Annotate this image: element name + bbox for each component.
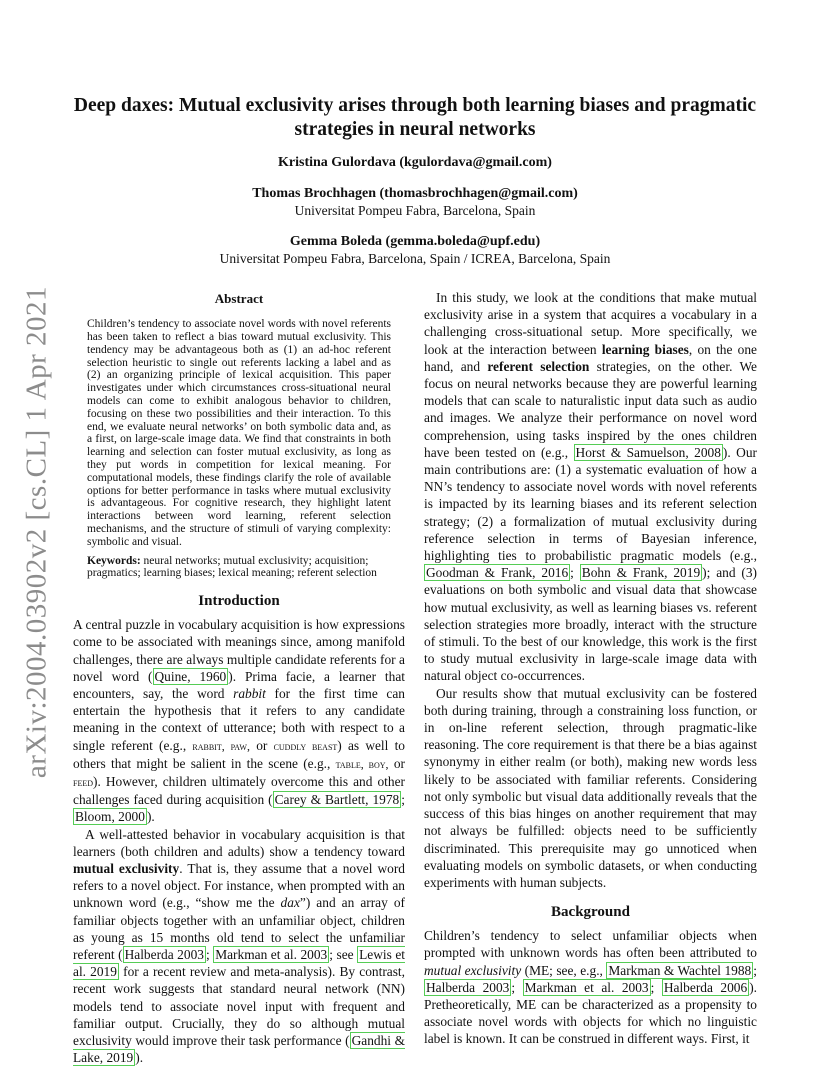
emphasis: rabbit	[233, 685, 266, 701]
citation-link[interactable]: Quine, 1960	[154, 668, 227, 684]
intro-paragraph-1	[73, 616, 405, 825]
author-block	[70, 185, 760, 219]
text-run: ;	[650, 979, 662, 995]
text-run: Children’s tendency to select unfamiliar objects when prompted with unknown words has often been attributed to	[424, 928, 757, 961]
text-run: In this study, we look at the conditions that make mutual exclusivity arise in a system that acquires a vocabulary in a challenging cross-situational setup. More specifically, we look at the interaction between	[424, 290, 757, 357]
emphasis: mutual exclusivity	[424, 962, 522, 978]
emphasis: dax	[280, 895, 300, 911]
small-caps: rabbit, paw,	[192, 738, 250, 753]
text-run: ;	[753, 962, 757, 978]
text-run: ;	[511, 979, 523, 995]
author-block	[70, 154, 760, 171]
citation-link[interactable]: Markman et al. 2003	[215, 947, 328, 962]
author-name: Thomas Brochhagen (thomasbrochhagen@gmail.com)	[252, 186, 578, 201]
citation-link[interactable]: Halberda 2006	[663, 979, 748, 995]
text-run: ).	[135, 1050, 144, 1066]
text-run: A central puzzle in vocabulary acquisition is how expressions come to be associated with meanings since, among manifold challenges, there are always multiple candidate referents for a novel word (	[73, 617, 405, 684]
intro-paragraph-2	[73, 826, 405, 1067]
citation-link[interactable]: Bloom, 2000	[75, 809, 145, 825]
text-run: ;	[401, 792, 405, 808]
keywords-label: Keywords:	[87, 554, 141, 567]
right-column	[424, 289, 757, 1048]
arxiv-identifier: arXiv:2004.03902v2 [cs.CL] 1 Apr 2021	[20, 285, 53, 779]
citation-link[interactable]: Horst & Samuelson, 2008	[575, 444, 721, 460]
citation-link[interactable]: Bohn & Frank, 2019	[581, 565, 701, 581]
left-column	[73, 290, 405, 1066]
arxiv-stamp	[20, 285, 54, 779]
text-run: ; see	[329, 947, 358, 962]
text-run: ). Prima facie, a learner that encounters, say, the word	[73, 668, 406, 701]
body-paragraph-1	[424, 289, 757, 685]
paper-header	[70, 94, 760, 281]
text-run: ). However, children ultimately overcome this and other challenges faced during acquisition (	[73, 773, 405, 808]
text-run: for a recent review and meta-analysis). By contrast, recent work suggests that standard neural network (NN) models tend to associate novel input with frequent and familiar output. Crucially, they do so although mutual exclusivity would improve their task performance (	[73, 964, 405, 1049]
abstract	[73, 290, 405, 580]
abstract-text: Children’s tendency to associate novel words with novel referents has been taken to reflect a bias toward mutual exclusivity. This tendency may be advantageous both as (1) an ad-hoc referent selection heuristic to single out referents lacking a label and as (2) an organizing principle of lexical acquisition. This paper investigates under which circumstances cross-situational neural models can come to exhibit analogous behavior to children, focusing on these two possibilities and their interaction. To this end, we evaluate neural networks’ on both symbolic data and, as a first, on large-scale image data. We find that constraints in both learning and selection can foster mutual exclusivity, as long as they put words in competition for lexical meaning. For computational models, these findings clarify the role of available options for better performance in tasks where mutual exclusivity is advantageous. For cognitive research, they highlight latent interactions between word learning, referent selection mechanisms, and the structure of stimuli of varying complexity: symbolic and visual.	[87, 318, 391, 548]
section-heading-background: Background	[551, 904, 630, 921]
background-paragraph-1	[424, 927, 757, 1047]
citation-link[interactable]: Goodman & Frank, 2016	[426, 565, 569, 581]
section-heading-introduction: Introduction	[198, 593, 280, 610]
citation-link[interactable]: Halberda 2003	[124, 947, 204, 962]
author-list	[70, 154, 760, 267]
citation-link[interactable]: Lewis et al. 2019	[73, 947, 405, 980]
text-run: for the first time can entertain the hypothesis that it refers to any candidate meaning in the context of utterance; both with respect to a single referent (e.g.,	[73, 685, 405, 753]
citation-link[interactable]: Markman & Wachtel 1988	[608, 962, 752, 978]
bold-term: mutual exclusivity	[73, 860, 180, 876]
abstract-heading: Abstract	[214, 291, 264, 306]
text-run: ).	[146, 809, 155, 825]
author-block	[70, 233, 760, 267]
small-caps: feed	[73, 774, 93, 789]
small-caps: table, boy,	[335, 756, 389, 771]
text-run: or	[249, 737, 274, 753]
text-run: ). Our main contributions are: (1) a systematic evaluation of how a NN’s tendency to associate novel words with novel referents is impacted by its learning biases and its referent selection strategy; (2) a formalization of mutual exclusivity during reference selection in terms of Bayesian inference, highlighting ties to probabilistic pragmatic models (e.g.,	[424, 444, 757, 564]
text-run: ;	[205, 947, 214, 962]
body-paragraph-2: Our results show that mutual exclusivity can be fostered both during training, through a constraining loss function, or in on-line referent selection, through pragmatic-like reasoning. The core requirement is that there be a bias against synonymy in either realm (or both), making new words less likely to be associated with familiar referents. Considering not only symbolic but visual data additionally reveals that the success of this bias hinges on another requirement that may not always be fulfilled: objects need to be sufficiently discriminated. This prerequisite may go unnoticed when evaluating models on symbolic datasets, or when conducting experiments with human subjects.	[424, 685, 757, 890]
text-run: . That is, they assume that a novel word refers to a novel object. For instance, when prompted with an unknown word (e.g., “show me the	[73, 860, 405, 911]
author-affiliation: Universitat Pompeu Fabra, Barcelona, Spain / ICREA, Barcelona, Spain	[219, 251, 611, 266]
citation-link[interactable]: Gandhi & Lake, 2019	[73, 1033, 405, 1066]
text-run: , on the one hand, and	[424, 341, 757, 374]
author-name: Gemma Boleda (gemma.boleda@upf.edu)	[289, 234, 541, 249]
bold-term: learning biases	[601, 341, 689, 357]
text-run: A well-attested behavior in vocabulary acquisition is that learners (both children and adults) show a tendency toward	[73, 826, 405, 859]
text-run: ); and (3) evaluations on both symbolic and visual data that showcase how mutual exclusivity, as well as learning biases vs. referent selection strategies more broadly, interact with the structure of stimuli. To the best of our knowledge, this work is the first to study mutual exclusivity in large-scale image data with natural object co-occurrences.	[424, 565, 757, 684]
paper-title: Deep daxes: Mutual exclusivity arises through both learning biases and pragmatic strategies in neural networks	[73, 95, 757, 140]
author-affiliation: Universitat Pompeu Fabra, Barcelona, Spain	[294, 203, 536, 218]
text-run: ) as well to others that might be salient in the scene (e.g.,	[73, 737, 405, 771]
citation-link[interactable]: Markman et al. 2003	[524, 979, 649, 995]
keywords-text: neural networks; mutual exclusivity; acquisition; pragmatics; learning biases; lexical meaning; referent selection	[87, 554, 377, 580]
citation-link[interactable]: Carey & Bartlett, 1978	[274, 792, 400, 808]
text-run: strategies, on the other. We focus on neural networks because they are powerful learning models that can scale to naturalistic input data such as audio and images. We analyze their performance on novel word comprehension, using tasks inspired by the ones children have been tested on (e.g.,	[424, 358, 757, 460]
text-run: ). Pretheoretically, ME can be characterized as a propensity to associate novel words with objects for which no linguistic label is known. It can be construed in different ways. First, it	[424, 979, 758, 1047]
text-run: or	[388, 755, 405, 771]
keywords	[87, 555, 391, 581]
author-name: Kristina Gulordava (kgulordava@gmail.com)	[278, 155, 552, 170]
citation-link[interactable]: Halberda 2003	[426, 979, 510, 995]
small-caps: cuddly beast	[273, 738, 338, 753]
text-run: ”) and an array of familiar objects together with an unfamiliar object, children as young as 15 months old tend to select the unfamiliar referent (	[73, 895, 405, 962]
text-run: (ME; see, e.g.,	[521, 962, 607, 978]
text-run: ;	[570, 565, 580, 581]
bold-term: referent selection	[487, 358, 590, 374]
